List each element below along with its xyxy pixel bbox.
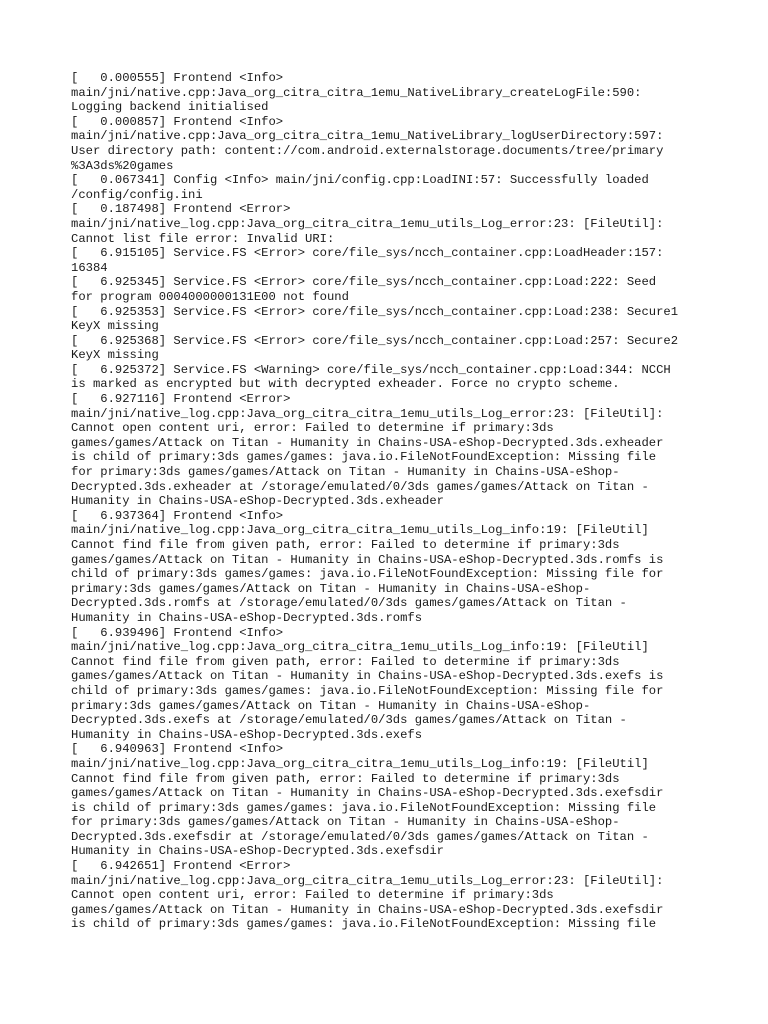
log-text-body <box>71 71 711 932</box>
log-line: is child of primary:3ds games/games: java.io.FileNotFoundException: Missing file <box>71 917 657 932</box>
log-line: User directory path: content://com.android.externalstorage.documents/tree/primary <box>71 143 664 158</box>
log-line: games/games/Attack on Titan - Humanity in Chains-USA-eShop-Decrypted.3ds.romfs is <box>71 552 664 567</box>
log-line: Cannot list file error: Invalid URI: <box>71 231 335 246</box>
log-line: [ 6.915105] Service.FS <Error> core/file_sys/ncch_container.cpp:LoadHeader:157: <box>71 246 664 261</box>
log-line: /config/config.ini <box>71 187 203 202</box>
log-line: [ 6.940963] Frontend <Info> <box>71 742 284 757</box>
log-line: Decrypted.3ds.exefsdir at /storage/emulated/0/3ds games/games/Attack on Titan - <box>71 829 649 844</box>
log-line: main/jni/native_log.cpp:Java_org_citra_citra_1emu_utils_Log_error:23: [FileUtil]: <box>71 873 664 888</box>
log-line: [ 6.937364] Frontend <Info> <box>71 508 284 523</box>
log-line: 16384 <box>71 260 108 275</box>
log-line: [ 6.942651] Frontend <Error> <box>71 859 291 874</box>
log-line: Decrypted.3ds.exheader at /storage/emulated/0/3ds games/games/Attack on Titan - <box>71 479 649 494</box>
log-line: Decrypted.3ds.exefs at /storage/emulated/0/3ds games/games/Attack on Titan - <box>71 713 627 728</box>
log-line: games/games/Attack on Titan - Humanity in Chains-USA-eShop-Decrypted.3ds.exefsdir <box>71 786 664 801</box>
log-line: Cannot open content uri, error: Failed to determine if primary:3ds <box>71 421 554 436</box>
log-line: %3A3ds%20games <box>71 158 174 173</box>
log-line: KeyX missing <box>71 319 159 334</box>
log-line: Cannot open content uri, error: Failed to determine if primary:3ds <box>71 888 554 903</box>
log-line: primary:3ds games/games/Attack on Titan - Humanity in Chains-USA-eShop- <box>71 581 591 596</box>
log-line: games/games/Attack on Titan - Humanity in Chains-USA-eShop-Decrypted.3ds.exefsdir <box>71 902 664 917</box>
log-line: main/jni/native_log.cpp:Java_org_citra_citra_1emu_utils_Log_info:19: [FileUtil] <box>71 756 649 771</box>
log-line: [ 0.000555] Frontend <Info> <box>71 71 284 85</box>
log-line: Decrypted.3ds.romfs at /storage/emulated/0/3ds games/games/Attack on Titan - <box>71 596 627 611</box>
log-line: is child of primary:3ds games/games: java.io.FileNotFoundException: Missing file <box>71 450 657 465</box>
log-line: [ 6.925372] Service.FS <Warning> core/file_sys/ncch_container.cpp:Load:344: NCCH <box>71 362 671 377</box>
log-line: main/jni/native_log.cpp:Java_org_citra_citra_1emu_utils_Log_error:23: [FileUtil]: <box>71 216 664 231</box>
log-line: Cannot find file from given path, error: Failed to determine if primary:3ds <box>71 771 620 786</box>
log-line: [ 6.925345] Service.FS <Error> core/file_sys/ncch_container.cpp:Load:222: Seed <box>71 275 657 290</box>
log-line: is marked as encrypted but with decrypted exheader. Force no crypto scheme. <box>71 377 620 392</box>
log-line: [ 6.939496] Frontend <Info> <box>71 625 284 640</box>
log-line: main/jni/native_log.cpp:Java_org_citra_citra_1emu_utils_Log_error:23: [FileUtil]: <box>71 406 664 421</box>
log-line: is child of primary:3ds games/games: java.io.FileNotFoundException: Missing file <box>71 800 657 815</box>
log-line: main/jni/native.cpp:Java_org_citra_citra_1emu_NativeLibrary_createLogFile:590: <box>71 85 642 100</box>
log-line: Humanity in Chains-USA-eShop-Decrypted.3ds.exefs <box>71 727 423 742</box>
log-line: Logging backend initialised <box>71 100 269 115</box>
log-line: KeyX missing <box>71 348 159 363</box>
log-line: for primary:3ds games/games/Attack on Titan - Humanity in Chains-USA-eShop- <box>71 815 620 830</box>
log-line: main/jni/native_log.cpp:Java_org_citra_citra_1emu_utils_Log_info:19: [FileUtil] <box>71 523 649 538</box>
log-line: child of primary:3ds games/games: java.io.FileNotFoundException: Missing file for <box>71 683 664 698</box>
log-line: main/jni/native_log.cpp:Java_org_citra_citra_1emu_utils_Log_info:19: [FileUtil] <box>71 640 649 655</box>
log-line: Humanity in Chains-USA-eShop-Decrypted.3ds.exefsdir <box>71 844 444 859</box>
log-line: for primary:3ds games/games/Attack on Titan - Humanity in Chains-USA-eShop- <box>71 465 620 480</box>
log-line: games/games/Attack on Titan - Humanity in Chains-USA-eShop-Decrypted.3ds.exheader <box>71 435 664 450</box>
log-line: child of primary:3ds games/games: java.io.FileNotFoundException: Missing file for <box>71 567 664 582</box>
log-line: [ 6.925353] Service.FS <Error> core/file_sys/ncch_container.cpp:Load:238: Secure1 <box>71 304 679 319</box>
log-line: for program 0004000000131E00 not found <box>71 289 349 304</box>
log-line: Cannot find file from given path, error: Failed to determine if primary:3ds <box>71 654 620 669</box>
log-line: games/games/Attack on Titan - Humanity in Chains-USA-eShop-Decrypted.3ds.exefs is <box>71 669 664 684</box>
log-line: primary:3ds games/games/Attack on Titan - Humanity in Chains-USA-eShop- <box>71 698 591 713</box>
log-line: Cannot find file from given path, error: Failed to determine if primary:3ds <box>71 538 620 552</box>
log-line: [ 0.067341] Config <Info> main/jni/config.cpp:LoadINI:57: Successfully loaded <box>71 173 649 188</box>
log-line: [ 6.925368] Service.FS <Error> core/file_sys/ncch_container.cpp:Load:257: Secure2 <box>71 333 679 348</box>
log-line: [ 6.927116] Frontend <Error> <box>71 392 291 407</box>
log-line: Humanity in Chains-USA-eShop-Decrypted.3ds.romfs <box>71 610 423 625</box>
log-line: Humanity in Chains-USA-eShop-Decrypted.3ds.exheader <box>71 494 444 509</box>
log-line: [ 0.000857] Frontend <Info> <box>71 114 284 129</box>
log-line: main/jni/native.cpp:Java_org_citra_citra_1emu_NativeLibrary_logUserDirectory:597: <box>71 129 664 144</box>
log-line: [ 0.187498] Frontend <Error> <box>71 202 291 217</box>
